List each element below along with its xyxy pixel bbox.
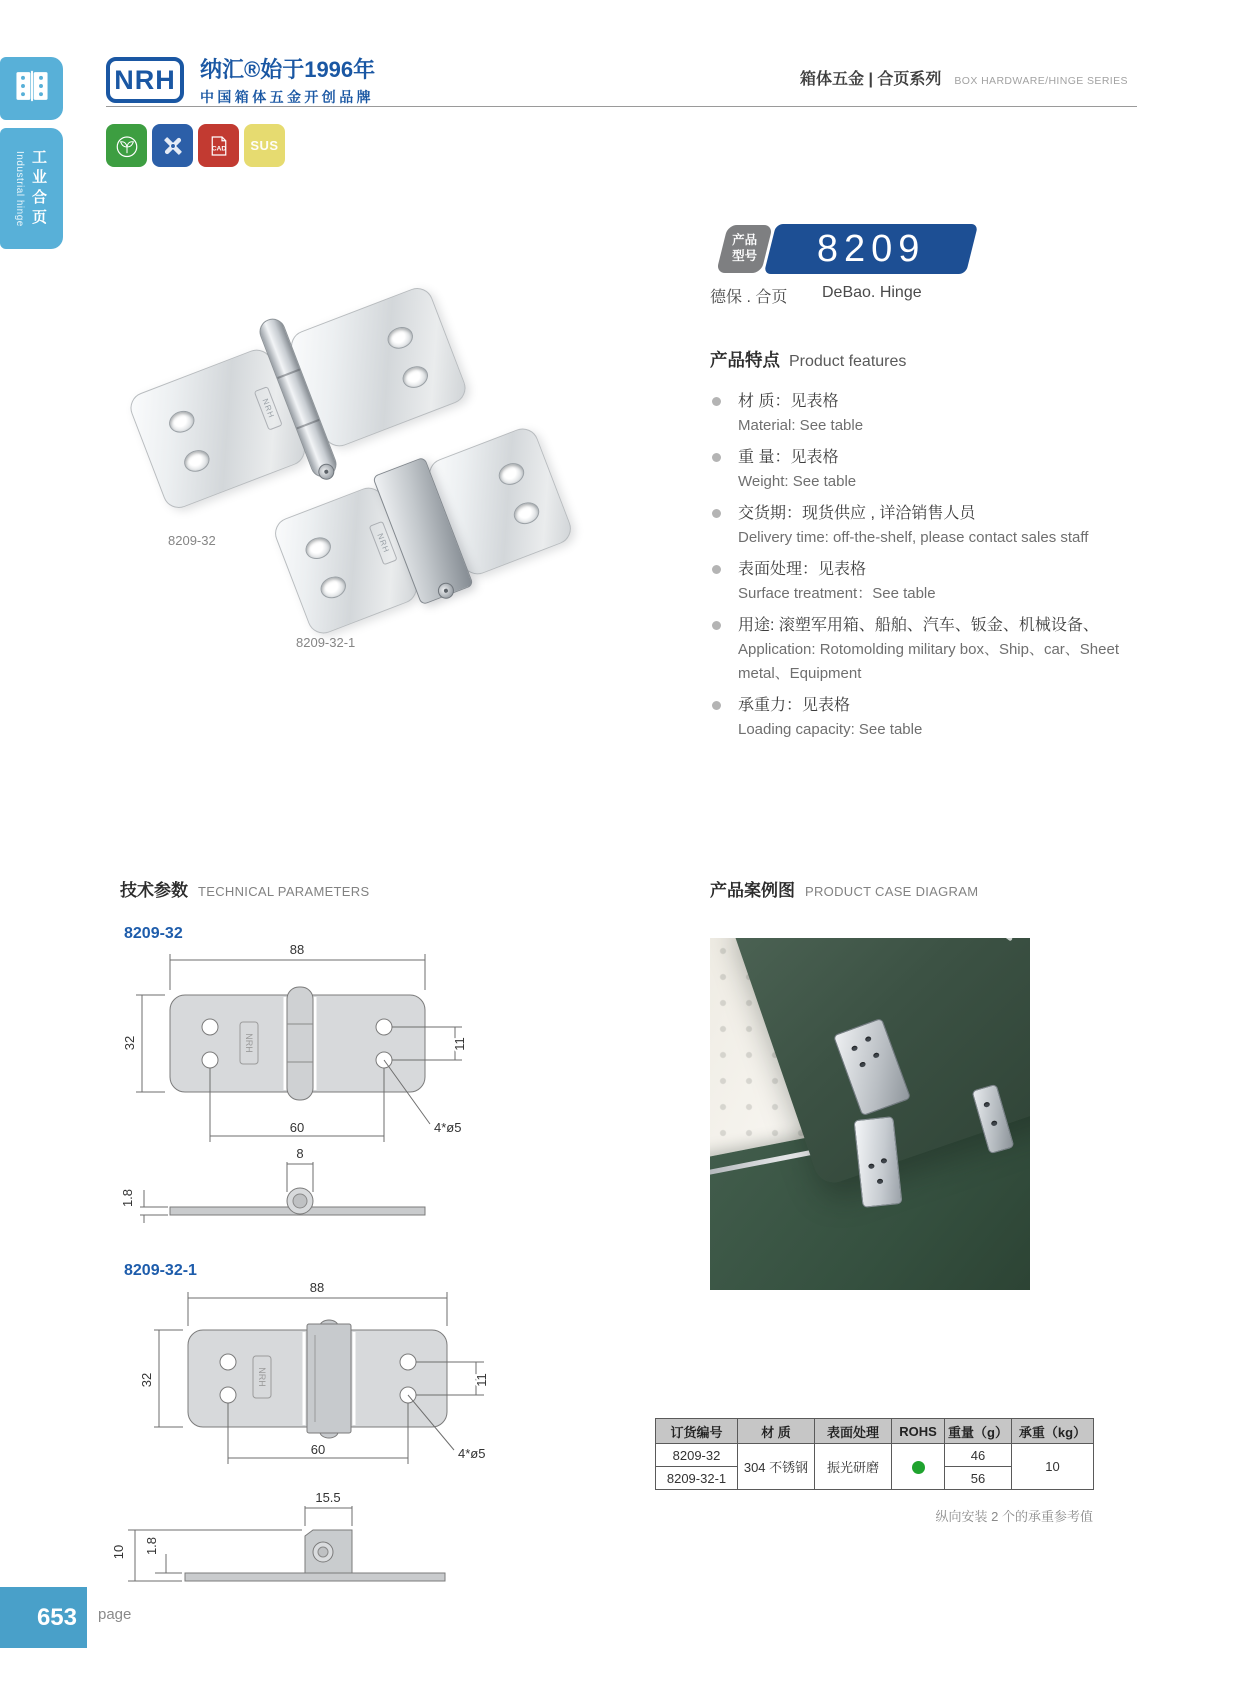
screw-hole — [496, 460, 528, 489]
drawing-8209-32 — [110, 896, 530, 1230]
dim-hole-span: 60 — [310, 1442, 326, 1457]
series-title-cn: 箱体五金 | 合页系列 — [800, 71, 942, 88]
drawing-stamp: NRH — [257, 1367, 267, 1387]
order-no-cell: 8209-32 — [656, 1444, 738, 1467]
model-tag-text: 产品 型号 — [731, 233, 757, 263]
screw-hole — [302, 534, 334, 563]
bullet-icon — [712, 701, 721, 710]
product-features — [710, 347, 1134, 749]
dim-height: 32 — [139, 1372, 154, 1388]
features-title: 产品特点 Product features — [710, 350, 907, 370]
design-tools-icon — [152, 124, 193, 167]
technical-section-title: 技术参数 TECHNICAL PARAMETERS — [120, 881, 370, 900]
sidebar-hinge-tab[interactable] — [0, 57, 63, 120]
feature-item: 材 质：见表格 Material: See table — [710, 389, 1134, 438]
dim-thickness: 1.8 — [120, 1188, 135, 1208]
bullet-icon — [712, 453, 721, 462]
col-rohs: ROHS — [892, 1419, 945, 1444]
brand-subtitle: 中国箱体五金开创品牌 — [200, 89, 374, 105]
surface-cell: 振光研磨 — [815, 1444, 892, 1490]
screw-hole — [181, 446, 213, 475]
dim-width: 88 — [309, 1280, 325, 1295]
svg-text:CAD: CAD — [211, 145, 226, 152]
knuckle-line — [296, 418, 319, 428]
feature-item: 重 量：见表格 Weight: See table — [710, 445, 1134, 494]
spec-table-header-row — [656, 1419, 1094, 1444]
product-name-cn: 德保 . 合页 — [710, 289, 788, 306]
col-material: 材 质 — [738, 1419, 815, 1444]
drawing-8209-32-1 — [110, 1240, 550, 1590]
dim-hole-span: 60 — [289, 1120, 305, 1135]
bullet-icon — [712, 621, 721, 630]
bullet-icon — [712, 565, 721, 574]
bullet-icon — [712, 397, 721, 406]
series-header — [800, 66, 1137, 89]
cad-icon — [198, 124, 239, 167]
load-reference-note: 纵向安装 2 个的承重参考值 — [935, 1509, 1093, 1524]
feature-item: 交货期：现货供应 , 详洽销售人员 Delivery time: off-the-shelf, please contact sales staff — [710, 501, 1134, 550]
screw-hole — [399, 363, 431, 392]
case-section-title: 产品案例图 PRODUCT CASE DIAGRAM — [710, 881, 979, 900]
spec-table — [655, 1418, 1094, 1490]
dim-height: 32 — [122, 1035, 137, 1051]
dim-hole-offset: 11 — [474, 1373, 489, 1387]
material-cell: 304 不锈钢 — [738, 1444, 815, 1490]
hinge-pin — [436, 580, 457, 601]
nrh-stamp: NRH — [369, 521, 398, 566]
dim-hole-offset: 11 — [452, 1037, 467, 1051]
series-title-en: BOX HARDWARE/HINGE SERIES — [954, 75, 1128, 87]
photo-label-1: 8209-32 — [168, 533, 216, 548]
dim-hole-spec: 4*ø5 — [458, 1446, 486, 1461]
model-number-badge — [764, 224, 978, 274]
feature-item: 用途: 滚塑军用箱、船舶、汽车、钣金、机械设备、 Application: Rotomolding military box、Ship、car、Sheet metal、Equipment — [710, 613, 1134, 686]
drawing2-model-label: 8209-32-1 — [124, 1262, 197, 1279]
category-label-cn: 工业合页 — [30, 148, 47, 229]
order-no-cell: 8209-32-1 — [656, 1467, 738, 1490]
nrh-logo-text: NRH — [114, 64, 176, 95]
weight-cell: 56 — [945, 1467, 1012, 1490]
white-marking — [1011, 938, 1030, 939]
brand-title: 纳汇®始于1996年 — [200, 57, 376, 82]
nrh-logo — [106, 57, 184, 103]
dim-hole-spec: 4*ø5 — [434, 1120, 462, 1135]
feature-item: 表面处理：见表格 Surface treatment：See table — [710, 557, 1134, 606]
col-weight: 重量（g） — [945, 1419, 1012, 1444]
col-order-no: 订货编号 — [656, 1419, 738, 1444]
table-row — [656, 1444, 1094, 1467]
hinge-pin — [316, 461, 337, 482]
dim-thickness: 1.8 — [144, 1536, 159, 1556]
knuckle-line — [277, 369, 300, 379]
sidebar-category-tab[interactable] — [0, 128, 63, 249]
page-number: 653 — [36, 1604, 77, 1631]
feature-item: 承重力：见表格 Loading capacity: See table — [710, 693, 1134, 742]
hinge-icon — [14, 69, 50, 108]
rohs-pass-dot — [912, 1461, 925, 1474]
screw-hole — [511, 499, 543, 528]
page-number-badge — [0, 1587, 87, 1648]
header-divider — [106, 106, 1137, 107]
case-photo — [710, 938, 1030, 1290]
col-surface: 表面处理 — [815, 1419, 892, 1444]
screw-hole — [166, 407, 198, 436]
dim-width: 88 — [289, 942, 305, 957]
dim-cover: 15.5 — [315, 1490, 341, 1505]
product-name-en: DeBao. Hinge — [822, 284, 922, 301]
weight-cell: 46 — [945, 1444, 1012, 1467]
nrh-stamp: NRH — [254, 386, 283, 431]
screw-hole — [317, 573, 349, 602]
bullet-icon — [712, 509, 721, 518]
dim-total-height: 10 — [111, 1544, 126, 1560]
eco-rohs-icon — [106, 124, 147, 167]
page-label: page — [98, 1606, 132, 1623]
photo-label-2: 8209-32-1 — [296, 635, 356, 650]
certification-icons — [106, 124, 285, 167]
drawing-stamp: NRH — [244, 1033, 254, 1053]
brand-block — [200, 53, 375, 107]
dim-barrel: 8 — [296, 1146, 304, 1161]
model-tag-badge — [716, 225, 773, 273]
model-number: 8209 — [816, 227, 926, 270]
white-marking — [969, 938, 1013, 941]
screw-hole — [384, 323, 416, 352]
col-load: 承重（kg） — [1012, 1419, 1094, 1444]
load-cell: 10 — [1012, 1444, 1094, 1490]
drawing1-model-label: 8209-32 — [124, 925, 183, 942]
rohs-cell — [892, 1444, 945, 1490]
category-label-en: Industrial hinge — [14, 150, 25, 227]
sus-label: SUS — [250, 138, 279, 153]
sus-icon — [244, 124, 285, 167]
